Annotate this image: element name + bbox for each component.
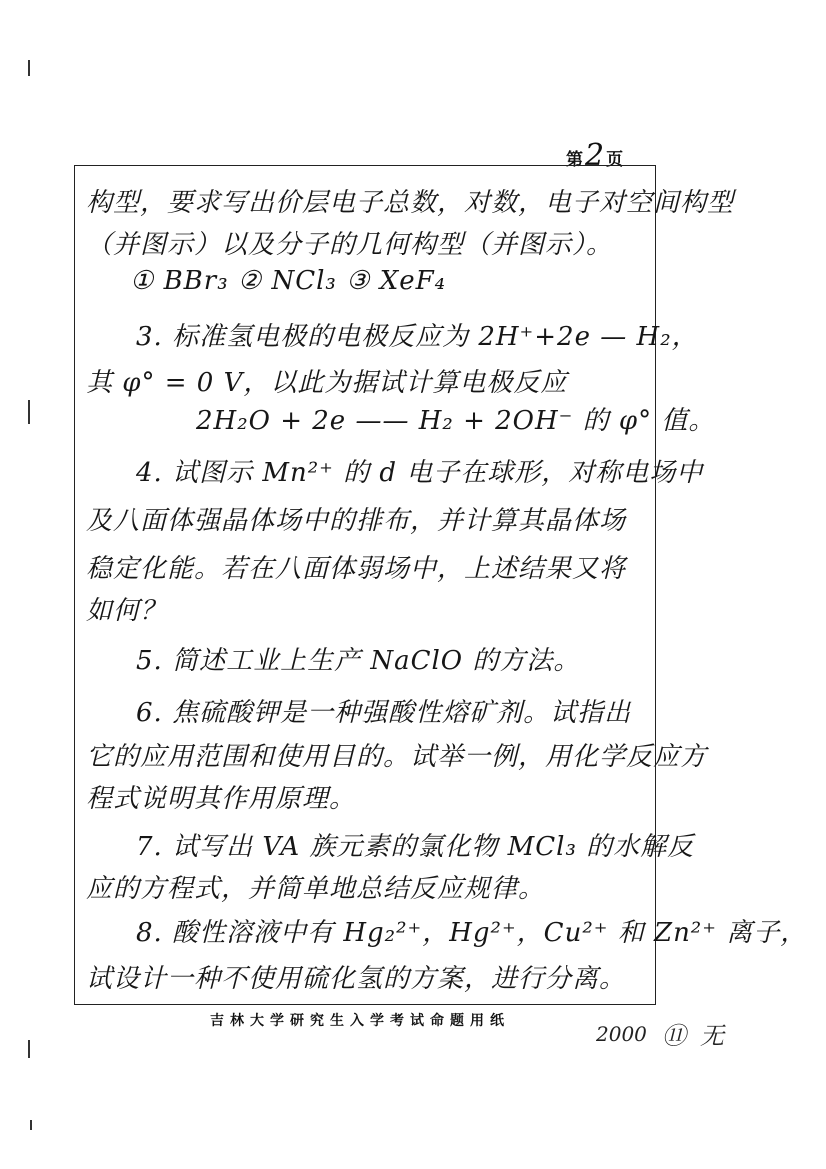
scan-mark bbox=[28, 60, 30, 76]
text-line: 其 φ° = 0 V，以此为据试计算电极反应 bbox=[86, 368, 568, 398]
scan-mark bbox=[30, 1120, 32, 1130]
text-line: 试设计一种不使用硫化氢的方案，进行分离。 bbox=[86, 964, 627, 994]
text-line: 5. 简述工业上生产 NaClO 的方法。 bbox=[136, 646, 581, 676]
text-line: ① BBr₃ ② NCl₃ ③ XeF₄ bbox=[130, 266, 447, 296]
text-line: （并图示）以及分子的几何构型（并图示）。 bbox=[86, 230, 614, 260]
text-line: 3. 标准氢电极的电极反应为 2H⁺+2e — H₂， bbox=[136, 322, 699, 352]
handwritten-year: 2000 bbox=[596, 1022, 647, 1046]
text-line: 4. 试图示 Mn²⁺ 的 d 电子在球形，对称电场中 bbox=[136, 458, 704, 488]
page-number-value: 2 bbox=[585, 138, 605, 173]
page-number-suffix: 页 bbox=[606, 150, 624, 170]
handwritten-mark: 无 bbox=[700, 1022, 724, 1050]
text-line: 7. 试写出 VA 族元素的氯化物 MCl₃ 的水解反 bbox=[136, 832, 695, 862]
handwritten-mark: ⑪ bbox=[662, 1022, 686, 1050]
text-line: 及八面体强晶体场中的排布，并计算其晶体场 bbox=[86, 506, 627, 536]
footer-title: 吉林大学研究生入学考试命题用纸 bbox=[210, 1013, 510, 1029]
text-line: 2H₂O + 2e —— H₂ + 2OH⁻ 的 φ° 值。 bbox=[196, 406, 716, 436]
text-line: 8. 酸性溶液中有 Hg₂²⁺，Hg²⁺，Cu²⁺ 和 Zn²⁺ 离子， bbox=[136, 918, 808, 948]
text-line: 应的方程式，并简单地总结反应规律。 bbox=[86, 874, 546, 904]
text-line: 6. 焦硫酸钾是一种强酸性熔矿剂。试指出 bbox=[136, 698, 632, 728]
scan-mark bbox=[28, 400, 30, 424]
text-line: 程式说明其作用原理。 bbox=[86, 784, 357, 814]
text-line: 稳定化能。若在八面体弱场中，上述结果又将 bbox=[86, 554, 627, 584]
text-line: 它的应用范围和使用目的。试举一例，用化学反应方 bbox=[86, 742, 708, 772]
page-number-prefix: 第 bbox=[566, 150, 583, 170]
text-line: 构型，要求写出价层电子总数，对数，电子对空间构型 bbox=[86, 188, 735, 218]
text-line: 如何？ bbox=[86, 596, 168, 626]
scan-mark bbox=[28, 1040, 30, 1058]
